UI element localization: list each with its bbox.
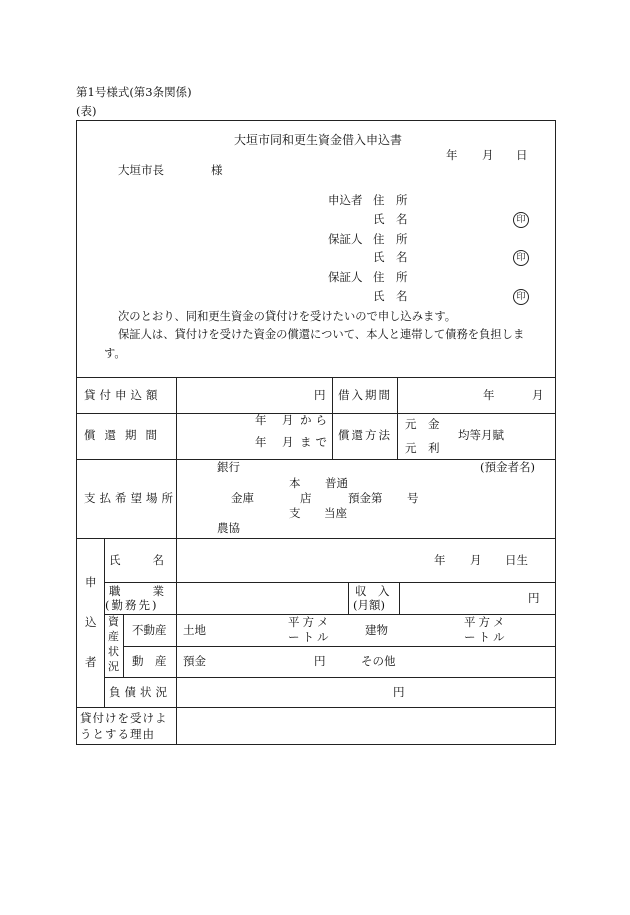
body-text-line3: す。 [104, 347, 126, 360]
assets-vertical-char: 状 [108, 645, 119, 658]
repay-to-month: 月 [282, 435, 294, 449]
guarantor2-name-label: 氏 名 [373, 289, 408, 303]
applicant-vertical-char: 申 [85, 575, 97, 589]
loan-period-year: 年 [483, 388, 495, 402]
applicant-address-label: 住 所 [373, 193, 408, 207]
land-sqm-line2: ートル [288, 630, 332, 644]
rule [76, 538, 556, 539]
payment-head-office: 本 [289, 476, 301, 490]
building-sqm-line2: ートル [464, 630, 508, 644]
interest-label: 元 利 [405, 441, 440, 455]
payment-ordinary: 普通 [325, 476, 348, 490]
payment-number: 号 [407, 491, 419, 505]
loan-period-month: 月 [532, 388, 544, 402]
repay-from-month: 月 [282, 413, 294, 427]
income-unit: 円 [528, 591, 540, 605]
payment-current: 当座 [324, 506, 347, 520]
deposit-unit: 円 [314, 654, 326, 668]
applicant-vertical-char: 込 [85, 615, 97, 629]
rule [104, 582, 556, 583]
payment-shinkin: 金庫 [231, 491, 254, 505]
movable-label: 動 産 [132, 654, 167, 668]
addressee-honorific: 様 [211, 163, 223, 177]
applicant-label: 申込者 [328, 193, 363, 207]
rule [76, 377, 556, 378]
repay-method-label: 償還方法 [338, 428, 392, 442]
payment-holder: (預金者名) [480, 460, 535, 474]
debt-unit: 円 [393, 685, 405, 699]
rule [399, 582, 400, 614]
date-day: 日 [516, 148, 528, 162]
assets-vertical-char: 産 [108, 630, 119, 643]
rule [104, 538, 105, 707]
seal-mark: 印 [513, 250, 529, 266]
building-sqm-line1: 平方メ [464, 615, 508, 629]
rule [123, 614, 124, 677]
other-assets-label: その他 [361, 654, 396, 668]
installment-label: 均等月賦 [458, 428, 504, 442]
loan-period-label: 借入期間 [338, 388, 392, 402]
body-text-line1: 次のとおり、同和更生資金の貸付けを受けたいので申し込みます。 [118, 310, 457, 323]
rule [348, 582, 349, 614]
applicant-name-label: 氏 名 [109, 553, 167, 567]
rule [123, 646, 556, 647]
assets-vertical-char: 況 [108, 660, 119, 673]
payment-bank: 銀行 [217, 460, 240, 474]
birth-month: 月 [470, 553, 482, 567]
applicant-name-label: 氏 名 [373, 212, 408, 226]
birth-day: 日生 [505, 553, 528, 567]
assets-vertical-char: 資 [108, 615, 119, 628]
payment-nokyo: 農協 [217, 521, 240, 535]
principal-label: 元 金 [405, 417, 440, 431]
guarantor1-label: 保証人 [328, 232, 363, 246]
seal-mark: 印 [513, 212, 529, 228]
occupation-label: 職 業 [109, 584, 167, 598]
birth-year: 年 [434, 553, 446, 567]
form-title: 大垣市同和更生資金借入申込書 [234, 133, 403, 147]
form-number: 第1号様式(第3条関係) [76, 85, 192, 99]
date-year: 年 [446, 148, 458, 162]
guarantor1-address-label: 住 所 [373, 232, 408, 246]
deposit-label: 預金 [183, 654, 206, 668]
income-label: 収 入 [355, 584, 390, 598]
seal-mark: 印 [513, 289, 529, 305]
loan-amount-unit: 円 [314, 388, 326, 402]
reason-label-line2: うとする理由 [80, 727, 155, 741]
land-label: 土地 [183, 623, 206, 637]
date-month: 月 [482, 148, 494, 162]
rule [332, 377, 333, 459]
repay-from: から [300, 413, 331, 427]
repay-period-label: 償還期間 [84, 428, 166, 442]
debt-label: 負債状況 [109, 685, 171, 699]
payment-branch: 支 [289, 506, 301, 520]
workplace-label: (勤務先) [105, 598, 159, 612]
form-side: (表) [76, 104, 97, 118]
rule [176, 377, 177, 745]
loan-amount-label: 貸付申込額 [84, 388, 162, 402]
building-label: 建物 [365, 623, 388, 637]
land-sqm-line1: 平方メ [288, 615, 332, 629]
payment-place-label: 支払希望場所 [84, 491, 177, 505]
income-monthly-label: (月額) [353, 598, 385, 612]
guarantor1-name-label: 氏 名 [373, 250, 408, 264]
body-text-line2: 保証人は、貸付けを受けた資金の償還について、本人と連帯して債務を負担しま [118, 328, 525, 341]
repay-to: まで [300, 435, 331, 449]
guarantor2-label: 保証人 [328, 270, 363, 284]
payment-store: 店 [300, 491, 312, 505]
real-estate-label: 不動産 [132, 623, 167, 637]
reason-label-line1: 貸付けを受けよ [80, 711, 168, 725]
rule [397, 377, 398, 459]
rule [76, 707, 556, 708]
payment-deposit: 預金第 [348, 491, 383, 505]
rule [104, 677, 556, 678]
addressee: 大垣市長 [118, 163, 164, 177]
guarantor2-address-label: 住 所 [373, 270, 408, 284]
applicant-vertical-char: 者 [85, 655, 97, 669]
repay-to-year: 年 [255, 435, 267, 449]
repay-from-year: 年 [255, 413, 267, 427]
